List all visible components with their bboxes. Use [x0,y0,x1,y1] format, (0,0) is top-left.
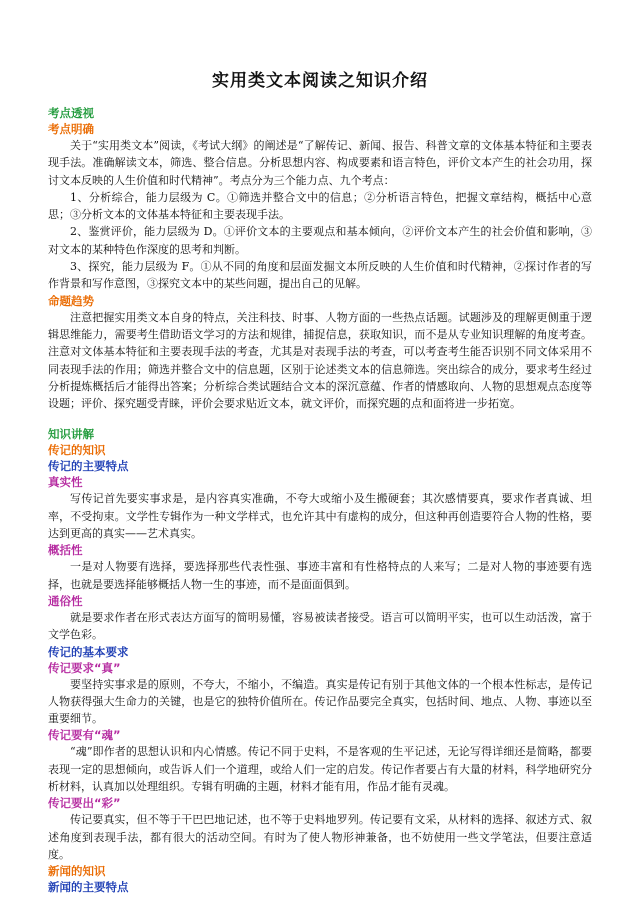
heading-bio-req: 传记的基本要求 [48,644,129,659]
heading-news-knowledge: 新闻的知识 [48,864,106,879]
heading-req-true: 传记要求“真” [48,660,121,675]
heading-bio-features: 传记的主要特点 [48,459,129,474]
paragraph: “魂”即作者的思想认识和内心情感。传记不同于史料，不是客观的生平记述，无论写得详细还是简略，都要表现一定的思想倾向，或告诉人们一个道理，或给人们一定的启发。传记作者要占有大量的材料，科学地研究分析材料，认真加以处理组织。专辑有明确的主题，材料才能有用，作品才能有灵魂。 [48,745,592,794]
heading-news-features: 新闻的主要特点 [48,880,129,895]
paragraph: 写传记首先要实事求是，是内容真实准确，不夸大或缩小及生搬硬套；其次感情要真，要求作者真诚、坦率，不受拘束。文学性专辑作为一种文学样式，也允许其中有虚构的成分，但这种再创造要符合人物的性格，要达到更高的真实——艺术真实。 [48,492,592,541]
heading-trend: 命题趋势 [48,293,94,308]
document-title: 实用类文本阅读之知识介绍 [212,71,428,91]
paragraph: 注意把握实用类文本自身的特点，关注科技、时事、人物方面的一些热点话题。试题涉及的理解更侧重于逻辑思维能力，需要考生借助语文学习的方法和规律，捕捉信息，获取知识，而不是从专业知识理解的角度考查。注意对文体基本特征和主要表现手法的考查，尤其是对表现手法的考查，可以考查考生能否识别不同文体采用不同表现手法的作用；筛选并整合文中的信息题，区别于论述类文本的信息筛选。突出综合的成分，要求考生经过分析提炼概括后才能得出答案；分析综合类试题结合文本的深沉意蕴、作者的情感取向、人物的思想观点态度等设题；评价、探究题受青睐，评价会要求贴近文本，就文评价，而探究题的点和面将进一步拓宽。 [48,310,592,411]
heading-clarify: 考点明确 [48,122,94,136]
paragraph: 一是对人物要有选择，要选择那些代表性强、事迹丰富和有性格特点的人来写；二是对人物的事迹要有选择，也就是要选择能够概括人物一生的事迹，而不是面面俱到。 [48,560,592,591]
paragraph: 3、探究，能力层级为 F。①从不同的角度和层面发掘文本所反映的人生价值和时代精神，②探讨作者的写作背景和写作意图，③探究文本中的某些问题，提出自己的见解。 [48,260,592,291]
paragraph: 2、鉴赏评价，能力层级为 D。①评价文本的主要观点和基本倾向，②评价文本产生的社会价值和影响，③对文本的某种特色作深度的思考和判断。 [48,225,592,256]
paragraph: 传记要真实，但不等于干巴巴地记述，也不等于史料地罗列。传记要有文采，从材料的选择、叙述方式、叙述角度到表现手法，都有很大的活动空间。有时为了使人物形神兼备，也不妨使用一些文学笔法，但要注意适度。 [48,813,592,861]
heading-req-color: 传记要出“彩” [48,796,121,811]
paragraph: 关于“实用类文本”阅读，《考试大纲》的阐述是“了解传记、新闻、报告、科普文章的文体基本特征和主要表现手法。准确解读文本，筛选、整合信息。分析思想内容、构成要素和语言特色，评价文本产生的社会功用，探讨文本反映的人生价值和时代精神”。考点分为三个能力点、九个考点： [48,139,592,187]
heading-popular: 通俗性 [48,593,83,608]
heading-truth: 真实性 [48,475,83,490]
heading-knowledge: 知识讲解 [48,427,94,442]
paragraph: 就是要求作者在形式表达方面写的简明易懂，容易被读者接受。语言可以简明平实，也可以生动活泼，富于文学色彩。 [48,610,592,642]
spacer [48,412,592,426]
heading-overview: 考点透视 [48,106,94,120]
heading-bio-knowledge: 传记的知识 [48,443,106,458]
heading-req-soul: 传记要有“魂” [48,728,121,743]
paragraph: 1、分析综合，能力层级为 C。①筛选并整合文中的信息；②分析语言特色，把握文章结构，概括中心意思；③分析文本的文体基本特征和主要表现手法。 [48,190,592,222]
paragraph: 要坚持实事求是的原则，不夸大，不缩小，不编造。真实是传记有别于其他文体的一个根本性标志，是传记人物获得强大生命力的关键，也是它的独特价值所在。传记作品要完全真实，包括时间、地点、人物、事迹以至重要细节。 [48,677,592,726]
heading-general: 概括性 [48,543,83,558]
